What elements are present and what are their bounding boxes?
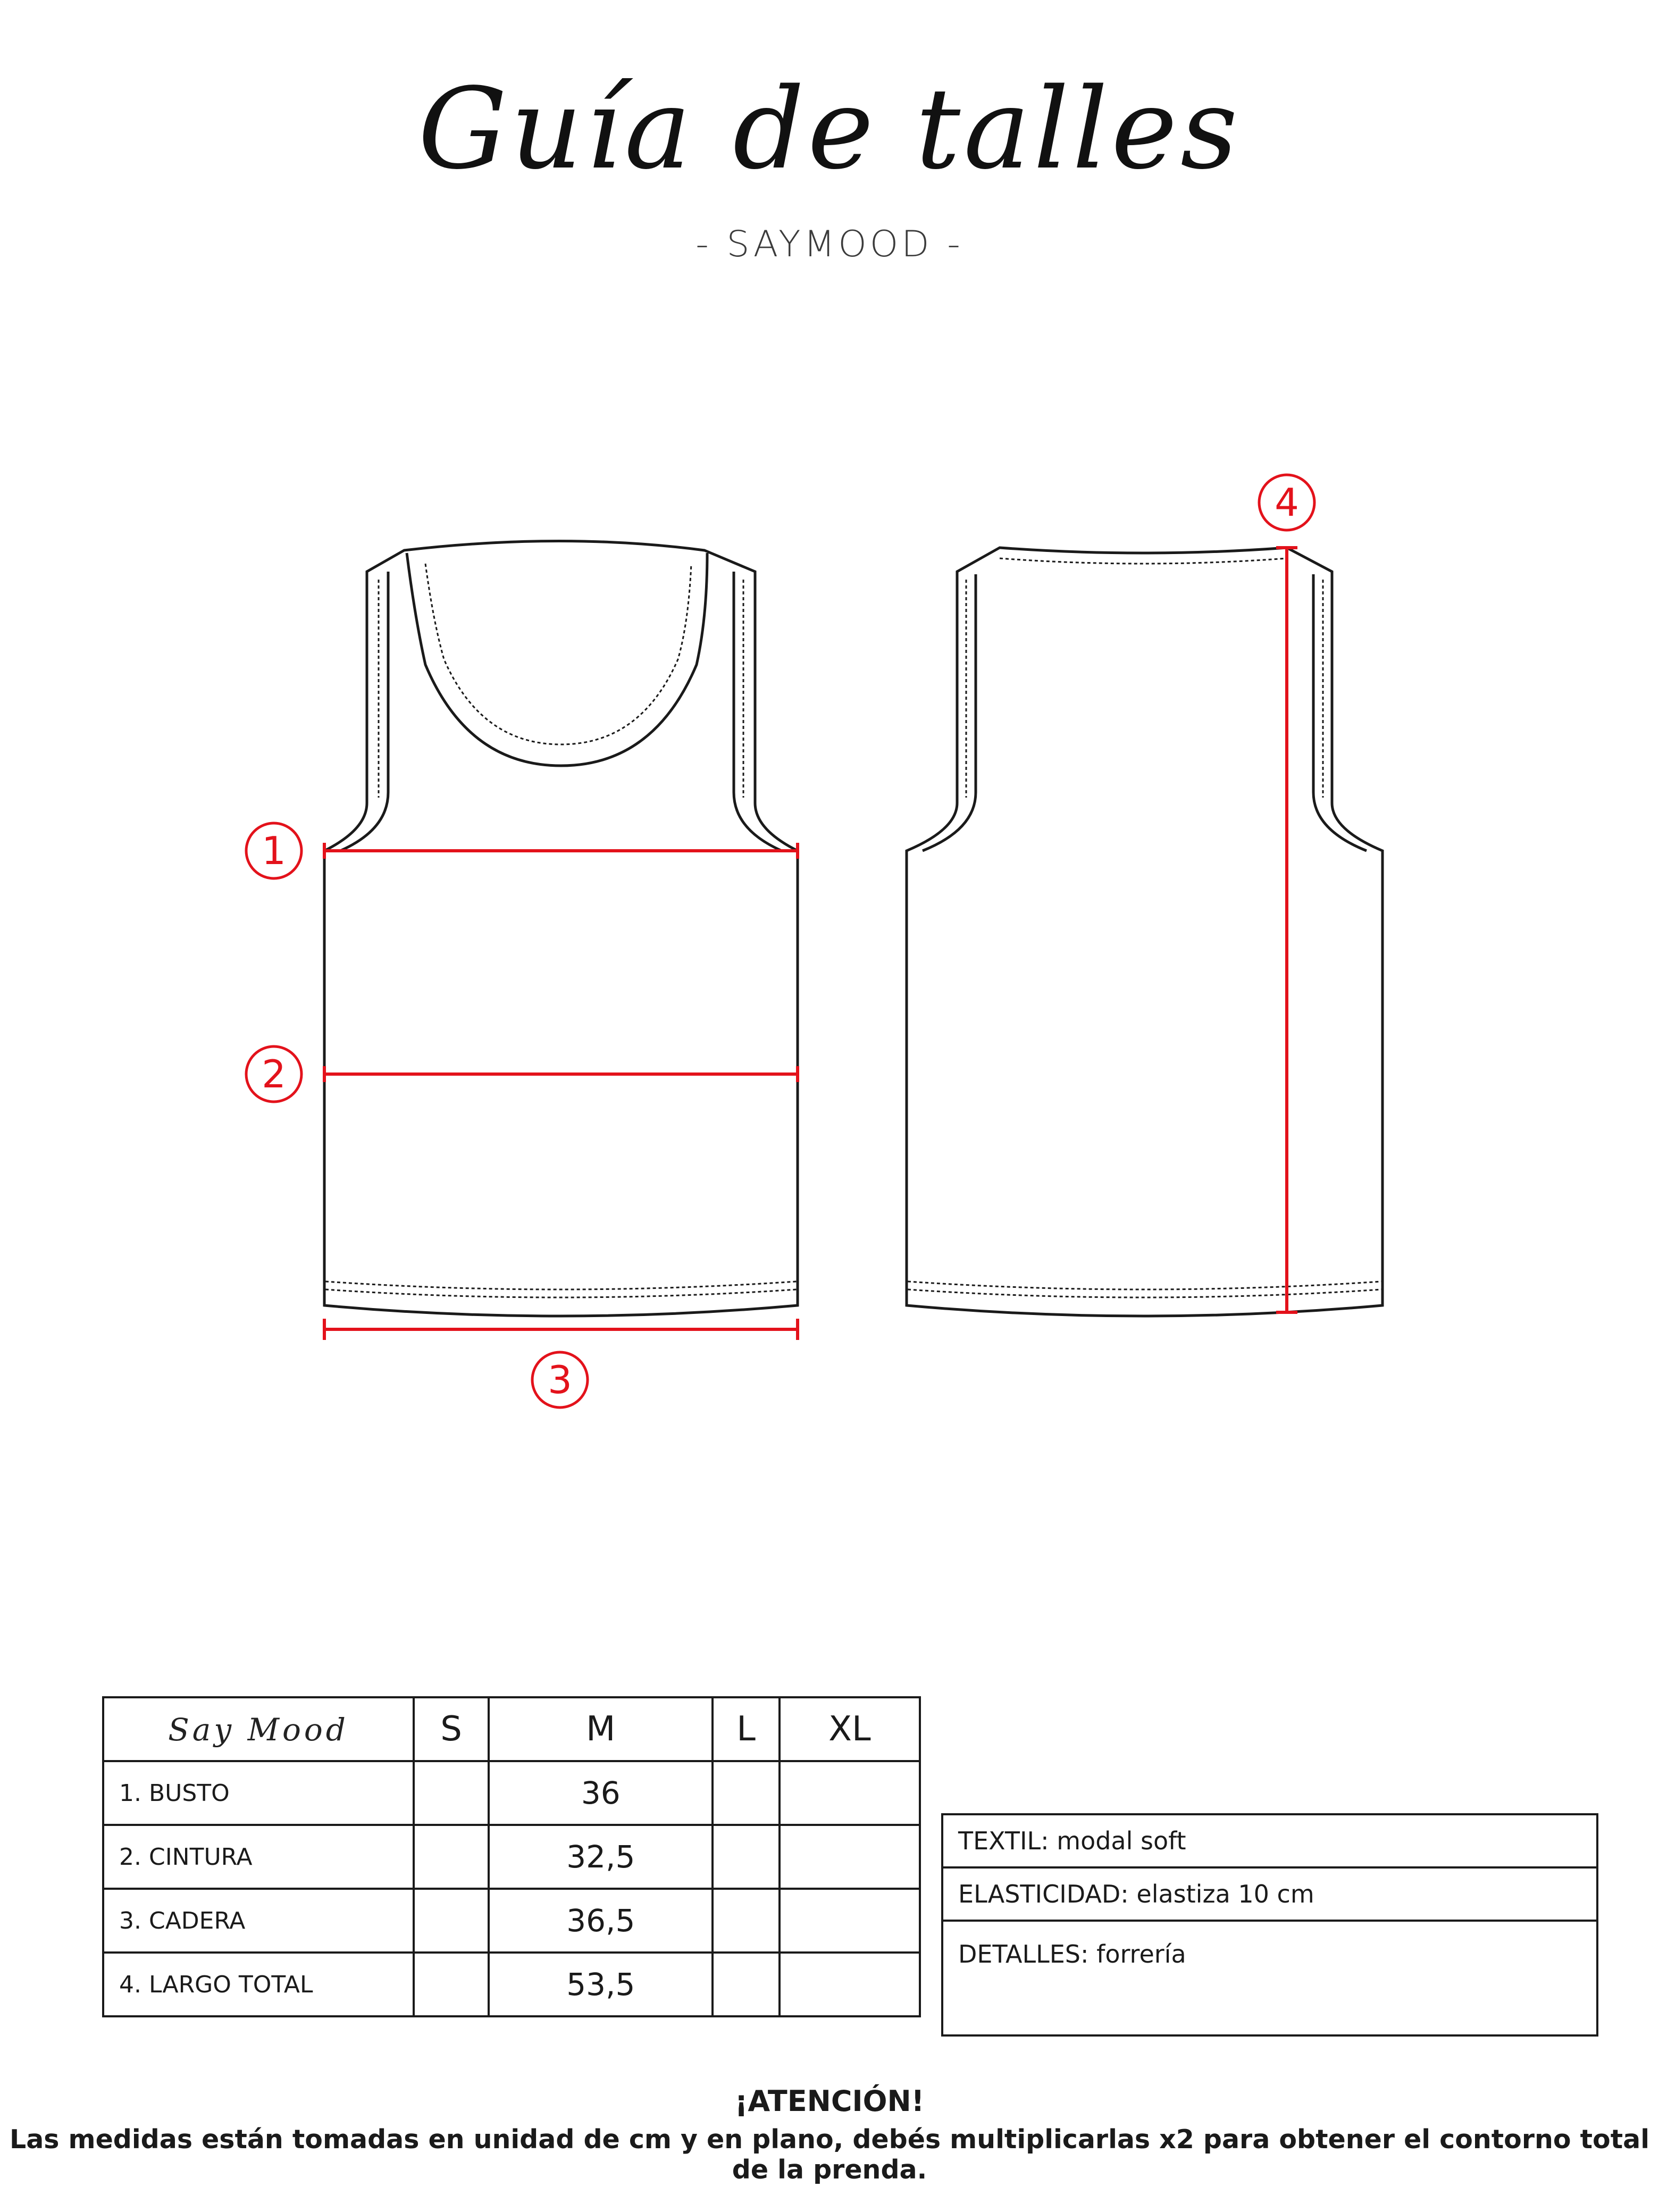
cadera-s <box>414 1889 489 1953</box>
brand-subtitle: - SAYMOOD - <box>696 223 963 265</box>
marker-2 <box>246 1046 301 1102</box>
row-label-busto: 1. BUSTO <box>103 1761 414 1825</box>
marker-3 <box>532 1352 588 1407</box>
svg-text:4: 4 <box>1275 480 1299 525</box>
largo-m: 53,5 <box>489 1953 713 2016</box>
detalles-info: DETALLES: forrería <box>942 1921 1597 2035</box>
info-row <box>942 1921 1597 2035</box>
busto-m: 36 <box>489 1761 713 1825</box>
largo-l <box>713 1953 779 2016</box>
row-label-cintura: 2. CINTURA <box>103 1825 414 1889</box>
size-column-l: L <box>713 1697 779 1761</box>
cadera-m: 36,5 <box>489 1889 713 1953</box>
largo-xl <box>780 1953 920 2016</box>
notice-title: ¡ATENCIÓN! <box>734 2084 925 2118</box>
cintura-xl <box>780 1825 920 1889</box>
table-row <box>103 1889 920 1953</box>
cadera-l <box>713 1889 779 1953</box>
busto-xl <box>780 1761 920 1825</box>
cintura-s <box>414 1825 489 1889</box>
hip-measure-line <box>324 1319 798 1340</box>
table-row <box>103 1761 920 1825</box>
waist-measure-line <box>324 1066 798 1082</box>
elasticidad-info: ELASTICIDAD: elastiza 10 cm <box>942 1867 1597 1921</box>
size-column-s: S <box>414 1697 489 1761</box>
svg-text:3: 3 <box>548 1358 572 1402</box>
table-row <box>103 1825 920 1889</box>
largo-s <box>414 1953 489 2016</box>
bust-measure-line <box>324 843 798 859</box>
page-title: Guía de talles <box>418 64 1241 194</box>
brand-logo-cell <box>103 1697 414 1761</box>
fabric-info-table <box>941 1813 1598 2037</box>
size-table <box>102 1696 921 2017</box>
table-row <box>103 1953 920 2016</box>
size-column-xl: XL <box>780 1697 920 1761</box>
busto-l <box>713 1761 779 1825</box>
size-column-m: M <box>489 1697 713 1761</box>
busto-s <box>414 1761 489 1825</box>
row-label-cadera: 3. CADERA <box>103 1889 414 1953</box>
svg-text:2: 2 <box>262 1052 286 1096</box>
size-table-header <box>103 1697 920 1761</box>
length-measure-line <box>1276 548 1297 1312</box>
cintura-l <box>713 1825 779 1889</box>
textil-info: TEXTIL: modal soft <box>942 1814 1597 1867</box>
back-garment-sketch <box>907 548 1382 1316</box>
info-row <box>942 1867 1597 1921</box>
svg-text:1: 1 <box>262 828 286 873</box>
brand-logo: Say Mood <box>168 1712 349 1748</box>
front-garment-sketch <box>324 541 798 1317</box>
row-label-largo-total: 4. LARGO TOTAL <box>103 1953 414 2016</box>
cintura-m: 32,5 <box>489 1825 713 1889</box>
notice-text: Las medidas están tomadas en unidad de cm y en plano, debés multiplicarlas x2 para obtener el contorno total de la prenda. <box>10 2124 1649 2185</box>
marker-1 <box>246 823 301 878</box>
info-row <box>942 1814 1597 1867</box>
cadera-xl <box>780 1889 920 1953</box>
marker-4 <box>1259 475 1314 530</box>
